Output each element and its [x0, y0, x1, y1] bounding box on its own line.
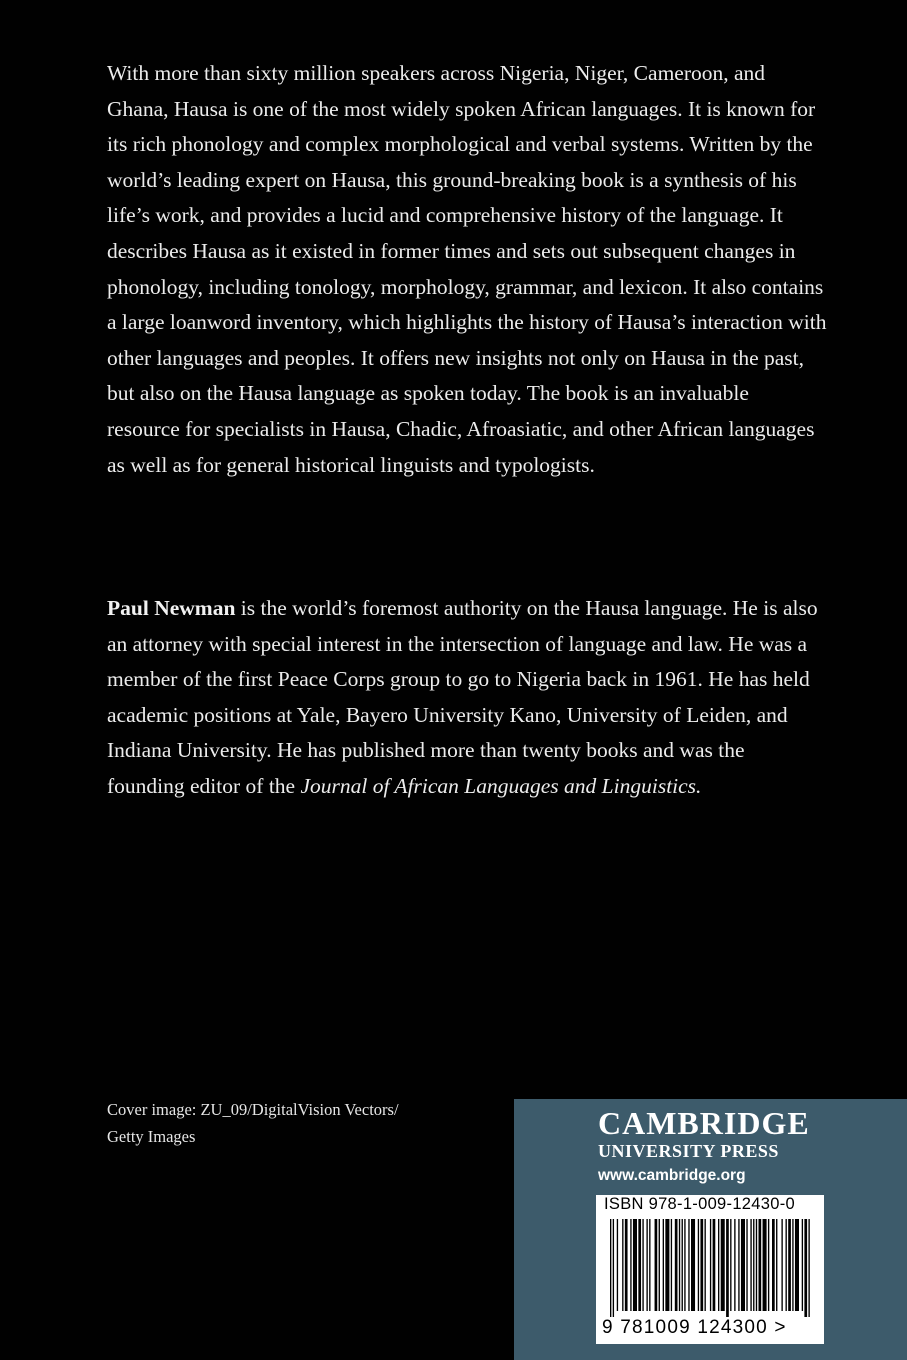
- barcode-bar: [710, 1219, 711, 1311]
- credit-line-2: Getty Images: [107, 1127, 196, 1146]
- publisher-url: www.cambridge.org: [598, 1167, 746, 1184]
- barcode-bar: [721, 1219, 725, 1311]
- barcode-bar: [772, 1219, 775, 1311]
- author-bio: [107, 591, 827, 805]
- barcode-bar: [804, 1219, 807, 1317]
- barcode-bar: [726, 1219, 729, 1317]
- barcode-bar: [671, 1219, 672, 1311]
- ean-digits: 9 781009 124300 >: [602, 1317, 787, 1338]
- barcode-bar: [788, 1219, 791, 1311]
- book-description: With more than sixty million speakers across Nigeria, Niger, Cameroon, and Ghana, Hausa is one of the most widely spoken African languages. It is known for its rich phonology and complex morphological and verbal systems. Written by the world’s leading expert on Hausa, this ground-breaking book is a synthesis of his life’s work, and provides a lucid and comprehensive history of the language. It describes Hausa as it existed in former times and sets out subsequent changes in phonology, including tonology, morphology, grammar, and lexicon. It also contains a large loanword inventory, which highlights the history of Hausa’s interaction with other languages and peoples. It offers new insights not only on Hausa in the past, but also on the Hausa language as spoken today. The book is an invaluable resource for specialists in Hausa, Chadic, Afroasiatic, and other African languages as well as for general historical linguists and typologists.: [107, 61, 827, 477]
- publisher-logo-subtitle: UNIVERSITY PRESS: [598, 1141, 779, 1161]
- barcode-bar: [763, 1219, 767, 1311]
- barcode-bar: [753, 1219, 754, 1311]
- barcode-bar: [630, 1219, 631, 1311]
- barcode-bar: [746, 1219, 747, 1311]
- barcode-bar: [698, 1219, 699, 1311]
- barcode-bar: [713, 1219, 716, 1311]
- credit-line-1: Cover image: ZU_09/DigitalVision Vectors/: [107, 1100, 399, 1119]
- author-bio-text: is the world’s foremost authority on the Hausa language. He is also an attorney with special interest in the intersection of language and law. He was a member of the first Peace Corps group to go to Nigeria back in 1961. He has held academic positions at Yale, Bayero University Kano, University of Leiden, and Indiana University. He has published more than twenty books and was the founding editor of the: [107, 596, 818, 798]
- barcode-bar: [663, 1219, 664, 1311]
- barcode-bar: [613, 1219, 614, 1317]
- barcode-bar: [610, 1219, 611, 1317]
- barcode-bar: [622, 1219, 623, 1311]
- barcode-bar: [659, 1219, 660, 1311]
- journal-title: Journal of African Languages and Linguistics.: [300, 773, 702, 798]
- barcode-bar: [781, 1219, 782, 1311]
- barcode-bar: [684, 1219, 685, 1311]
- publisher-panel: [514, 1099, 907, 1360]
- barcode-icon: [604, 1219, 816, 1317]
- barcode-bar: [792, 1219, 793, 1311]
- barcode-bar: [617, 1219, 618, 1311]
- barcode-bar: [734, 1219, 735, 1311]
- publisher-logo-name: CAMBRIDGE: [598, 1105, 810, 1141]
- barcode-bar: [625, 1219, 628, 1311]
- cover-image-credit: [107, 1096, 487, 1150]
- barcode-bar: [795, 1219, 799, 1311]
- barcode-bar: [665, 1219, 669, 1311]
- barcode-bar: [802, 1219, 803, 1311]
- barcode-bar: [808, 1219, 809, 1317]
- barcode-box: [596, 1195, 824, 1344]
- barcode-bar: [646, 1219, 647, 1311]
- barcode-bar: [691, 1219, 695, 1311]
- barcode-bar: [679, 1219, 680, 1311]
- barcode-bar: [756, 1219, 757, 1311]
- isbn-label: ISBN 978-1-009-12430-0: [604, 1195, 795, 1213]
- barcode-bar: [776, 1219, 777, 1311]
- barcode-bar: [718, 1219, 719, 1311]
- barcode-bar: [633, 1219, 637, 1311]
- barcode-bar: [688, 1219, 689, 1311]
- barcode-bar: [700, 1219, 703, 1311]
- barcode-bar: [649, 1219, 650, 1311]
- barcode-bar: [759, 1219, 762, 1311]
- barcode-bar: [741, 1219, 745, 1311]
- barcode-bar: [750, 1219, 751, 1311]
- barcode-bar: [730, 1219, 731, 1311]
- barcode-bar: [675, 1219, 678, 1311]
- barcode-bar: [655, 1219, 658, 1311]
- barcode-bar: [642, 1219, 643, 1311]
- barcode-bar: [738, 1219, 739, 1311]
- barcode-bar: [786, 1219, 787, 1311]
- barcode-bar: [638, 1219, 641, 1311]
- barcode-bar: [768, 1219, 769, 1311]
- barcode-bar: [682, 1219, 683, 1311]
- barcode-bar: [705, 1219, 706, 1311]
- author-name: Paul Newman: [107, 596, 236, 620]
